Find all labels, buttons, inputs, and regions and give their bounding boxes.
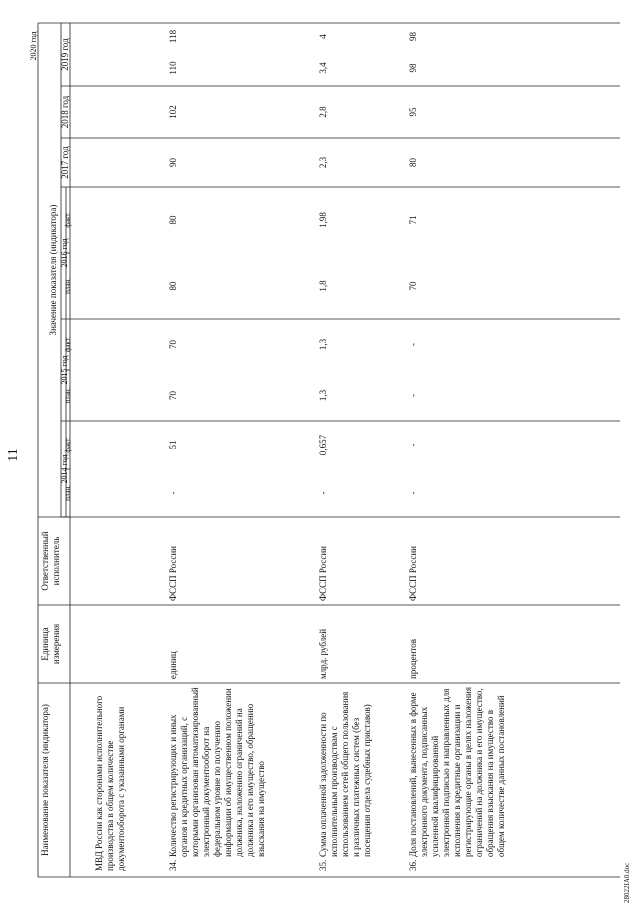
row-36-name: Доля постановлений, вынесенных в форме электронного документа, подписанных усиленной квалифицированной электронной подписью и направленных для исполнения в кредитные организации и регистрирующие органы в целях наложения ограничений на должника и его имущество, обращения взыскания на имущество в общем количестве данных постановлений	[408, 687, 506, 857]
header-values: Значение показателя (индикатора)	[48, 204, 58, 336]
row-34-v2020: 118	[168, 29, 178, 44]
header-2014-fact: факт.	[64, 437, 72, 453]
row-35-exec: ФССП России	[318, 546, 328, 601]
row-34-unit: единиц	[168, 651, 178, 679]
row-35-v2018: 2,8	[318, 106, 328, 118]
row-36-v2019: 98	[408, 63, 418, 73]
row-36-v2014-plan: -	[408, 491, 418, 495]
row-34-v2016-fact: 80	[168, 215, 178, 225]
header-2017: 2017 год	[60, 146, 70, 179]
row-34-v2014-fact: 51	[168, 440, 178, 450]
row-36-v2015-fact: -	[408, 343, 418, 346]
row-35-v2015-fact: 1,3	[318, 338, 328, 351]
row-36-v2016-fact: 71	[408, 215, 418, 225]
header-2015-fact: факт.	[64, 336, 72, 353]
header-2020: 2020 год	[29, 31, 38, 61]
header-2016-fact: факт.	[64, 212, 72, 228]
row-34-v2016-plan: 80	[168, 281, 178, 291]
row-34-v2019: 110	[168, 61, 178, 75]
row-35-v2017: 2,3	[318, 156, 328, 169]
header-2016-plan: план.	[64, 278, 72, 294]
row-35-num: 35.	[318, 859, 328, 871]
header-executor: Ответственный исполнитель	[40, 531, 61, 591]
row-34-exec: ФССП России	[168, 546, 178, 601]
header-2018: 2018 год	[60, 95, 70, 129]
row-35-v2016-plan: 1,8	[318, 280, 328, 292]
row-34-num: 34.	[168, 859, 178, 871]
row-36-v2015-plan: -	[408, 394, 418, 397]
row-35-v2016-fact: 1,98	[318, 212, 328, 228]
header-unit: Единица измерения	[40, 623, 61, 665]
row-34-name: Количество регистрирующих и иных органов и кредитных организаций, с которыми организован автоматизированный электронный документооборот на федеральном уровне по получению информации об имущественном положении должника, наложению ограничений на должника и его имущество, обращению взыскания на имущество	[168, 687, 266, 857]
header-2015: 2015 год	[60, 355, 69, 385]
header-2019: 2019 год	[60, 38, 70, 71]
row-34-v2017: 90	[168, 158, 178, 167]
row-36-v2018: 95	[408, 107, 418, 117]
row-36-v2014-fact: -	[408, 443, 418, 447]
row-35-v2020: 4	[318, 34, 328, 39]
header-2015-plan: план.	[64, 387, 72, 404]
row-36-unit: процентов	[408, 638, 418, 679]
row-36-v2016-plan: 70	[408, 281, 418, 291]
row-35-v2015-plan: 1,3	[318, 389, 328, 402]
header-2016: 2016 год	[60, 238, 69, 268]
row-35-unit: млрд. рублей	[318, 628, 328, 679]
row-34-v2014-plan: -	[168, 491, 178, 495]
row-34-v2015-fact: 70	[168, 340, 178, 349]
header-2014: 2014 год	[60, 454, 69, 484]
header-name: Наименование показателя (индикатора)	[40, 704, 50, 856]
row-35-v2014-plan: -	[318, 491, 328, 495]
row-35-v2019: 3,4	[318, 62, 328, 74]
row-34-v2018: 102	[168, 105, 178, 119]
row-36-exec: ФССП России	[408, 546, 418, 601]
row-36-v2020: 98	[408, 32, 418, 41]
row-36-num: 36.	[408, 859, 418, 871]
row-35-v2014-fact: 0,657	[318, 434, 328, 456]
page-number: 11	[6, 448, 21, 462]
row-36-v2017: 80	[408, 158, 418, 167]
continuation-text: МВД России как сторонами исполнительного производства в общем количестве документооборота с указанными органами	[94, 695, 126, 871]
row-35-name: Сумма оплаченной задолженности по исполнительным производствам с использованием сетей общего пользования и различных платежных систем (без посещения отдела судебных приставов)	[318, 691, 372, 857]
row-34-v2015-plan: 70	[168, 391, 178, 400]
footer-doc-name: 28022IA0.doc	[623, 862, 631, 903]
header-2014-plan: план.	[64, 485, 72, 501]
